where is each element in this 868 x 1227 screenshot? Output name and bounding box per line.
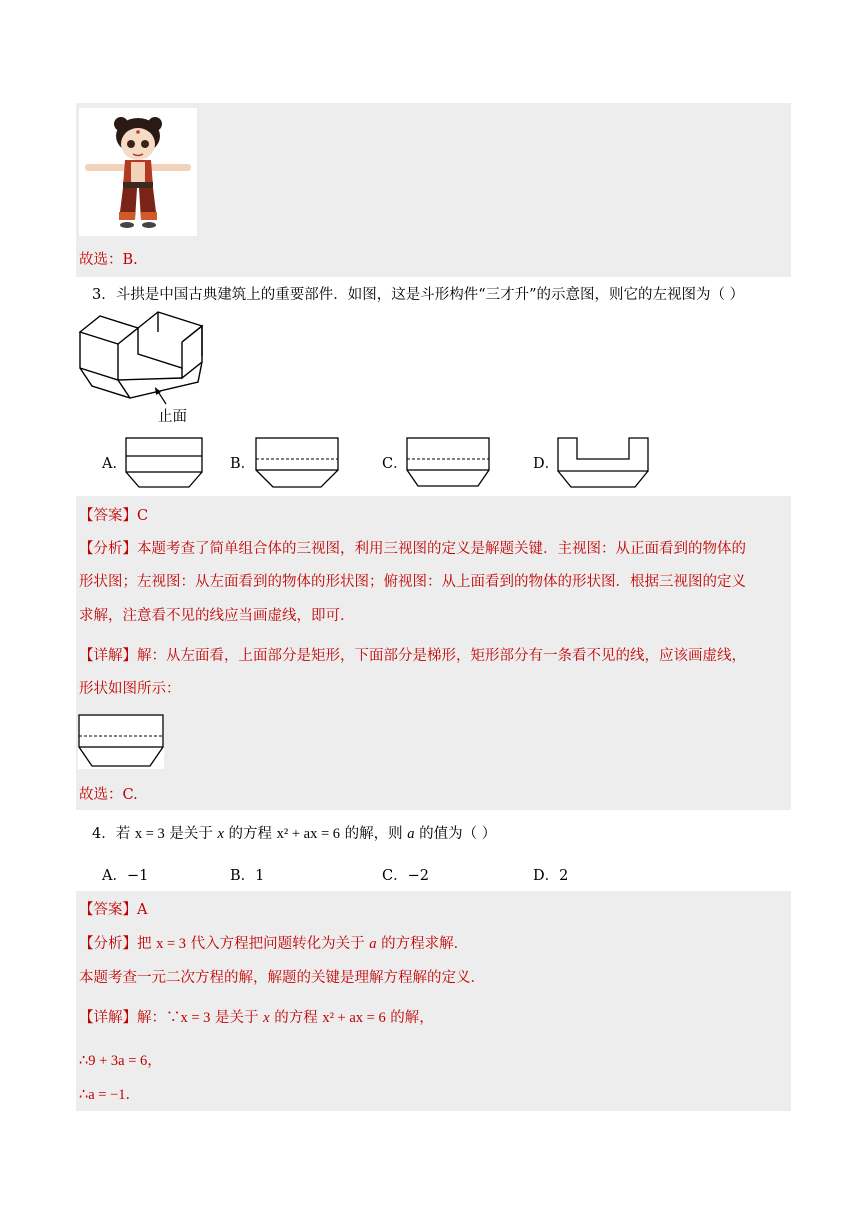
analysis-q4-post: 的方程求解． <box>376 936 469 952</box>
chosen-answer-q3: 故选：C. <box>79 787 138 803</box>
q4-option-b: B．1 <box>230 868 265 884</box>
q4-option-a: A．−1 <box>102 868 149 884</box>
q4-variable: x <box>217 826 224 842</box>
q4-condition: x = 3 <box>134 826 165 842</box>
option-c-label: C． <box>382 456 408 472</box>
solution-block-q2 <box>76 103 791 277</box>
detail-q4-step2: ∴a = −1． <box>79 1087 141 1103</box>
analysis-q3-line3: 求解，注意看不见的线应当画虚线，即可． <box>79 608 355 624</box>
solution-block-q4 <box>76 891 791 1111</box>
analysis-q3-line1: 【分析】本题考查了简单组合体的三视图，利用三视图的定义是解题关键．主视图：从正面看到的物体的 <box>79 541 746 557</box>
detail-q4-pre: 【详解】解：∵ <box>79 1010 181 1026</box>
question-3-text: 3．斗拱是中国古典建筑上的重要部件．如图，这是斗形构件“三才升”的示意图，则它的左视图为（ ） <box>92 287 745 303</box>
option-a-figure <box>125 437 205 489</box>
detail-q4-mid2: 的方程 <box>269 1010 323 1026</box>
detail-q4-eq: x² + ax = 6 <box>322 1010 386 1026</box>
detail-q4-post: 的解， <box>385 1010 434 1026</box>
analysis-q4-line1 <box>79 934 468 954</box>
analysis-q4-pre: 【分析】把 <box>79 936 157 952</box>
q4-suffix: 的值为（ ） <box>414 826 497 842</box>
option-d-label: D． <box>533 456 560 472</box>
question-4-text <box>92 824 496 844</box>
cartoon-character-image <box>79 108 197 236</box>
analysis-q3-line2: 形状图；左视图：从左面看到的物体的形状图；俯视图：从上面看到的物体的形状图．根据三视图的定义 <box>79 574 746 590</box>
detail-q3-line2: 形状如图所示： <box>79 681 181 697</box>
detail-q4-cond: x = 3 <box>180 1010 211 1026</box>
analysis-q4-line2: 本题考查一元二次方程的解，解题的关键是理解方程解的定义． <box>79 970 485 986</box>
answer-q3: 【答案】C <box>79 508 149 524</box>
solution-block-q3 <box>76 496 791 810</box>
detail-q4-line1 <box>79 1008 434 1028</box>
detail-q4-mid1: 是关于 <box>210 1010 264 1026</box>
left-view-answer-figure <box>78 714 168 770</box>
option-b-figure <box>255 437 339 489</box>
q4-prefix: 4．若 <box>92 826 135 842</box>
q4-option-d: D．2 <box>533 868 569 884</box>
detail-q3-line1: 【详解】解：从左面看，上面部分是矩形，下面部分是梯形，矩形部分有一条看不见的线，应该画虚线， <box>79 648 746 664</box>
q4-a: a <box>407 826 415 842</box>
detail-q4-step1: ∴9 + 3a = 6， <box>79 1053 162 1069</box>
detail-q4-var: x <box>263 1010 270 1026</box>
option-c-figure <box>406 437 490 489</box>
analysis-q4-a: a <box>369 936 377 952</box>
option-b-label: B． <box>230 456 256 472</box>
analysis-q4-math: x = 3 <box>156 936 187 952</box>
q4-mid3: 的解，则 <box>340 826 408 842</box>
front-arrow <box>152 386 172 406</box>
option-d-figure <box>557 437 649 489</box>
option-a-label: A． <box>102 456 127 472</box>
q4-mid1: 是关于 <box>164 826 218 842</box>
chosen-answer-q2: 故选：B. <box>79 252 138 268</box>
analysis-q4-mid: 代入方程把问题转化为关于 <box>186 936 370 952</box>
q4-mid2: 的方程 <box>223 826 277 842</box>
answer-q4: 【答案】A <box>79 902 148 918</box>
q4-equation: x² + ax = 6 <box>276 826 341 842</box>
front-label: 止面 <box>158 409 187 425</box>
q4-option-c: C．−2 <box>382 868 429 884</box>
dougong-3d-figure <box>78 312 218 402</box>
